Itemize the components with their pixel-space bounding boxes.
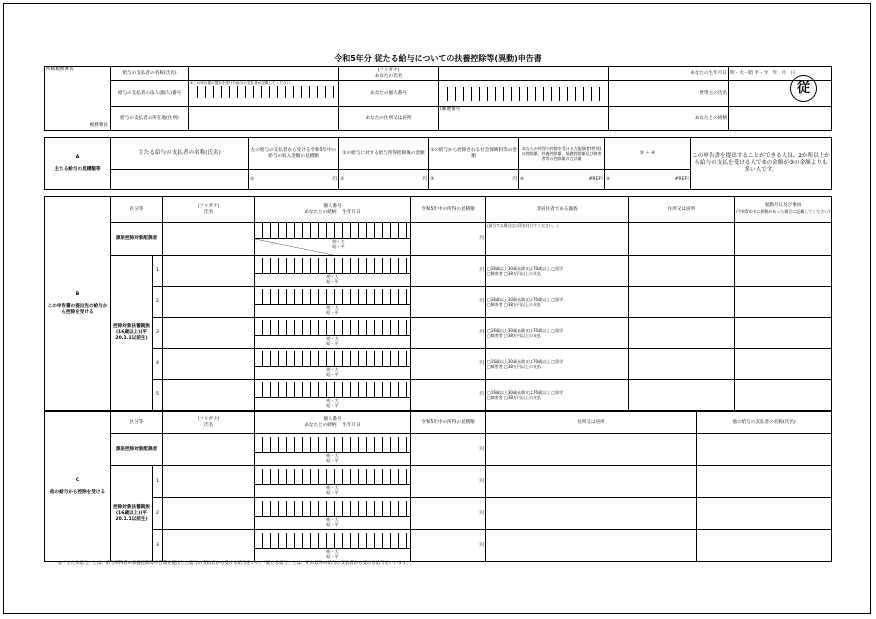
- b-dep-income-field[interactable]: [411, 256, 486, 287]
- section-a-title: 主たる給与の見積額等: [54, 166, 101, 172]
- c-dep-address-field[interactable]: [486, 530, 697, 562]
- c-dep-other-field[interactable]: [697, 530, 832, 562]
- c-dep-number-field[interactable]: [255, 530, 411, 562]
- section-b-title: この申告書の提出先の給与から控除を受ける: [47, 303, 108, 315]
- b-dep-income-field[interactable]: [411, 287, 486, 318]
- b-opt-age[interactable]: □16歳以上30歳未満又は70歳以上: [487, 328, 551, 333]
- section-b-letter: B: [75, 291, 80, 297]
- a-col3-field[interactable]: [429, 170, 519, 190]
- b-address-header: 住所又は居所: [629, 197, 735, 223]
- c-dep-address-field[interactable]: [486, 498, 697, 530]
- payer-address-field[interactable]: [189, 107, 339, 131]
- b-dep-income-field[interactable]: [411, 349, 486, 380]
- b-opt-age[interactable]: □16歳以上30歳未満又は70歳以上: [487, 266, 551, 271]
- a-col3-header: ①の給与から控除される社会保険料等の金額: [429, 138, 519, 170]
- b-spouse-income-field[interactable]: [411, 223, 486, 256]
- b-dep-moved-field[interactable]: [735, 256, 832, 287]
- c-spouse-yen: 円: [479, 446, 485, 452]
- a-formula-header: ③ ＋ ④: [605, 138, 691, 170]
- b-opt-study[interactable]: □留学: [551, 328, 564, 333]
- payer-number-field[interactable]: [189, 81, 339, 107]
- your-number-label: あなたの個人番号: [339, 81, 439, 107]
- b-dep-number-boxes: [255, 382, 410, 398]
- section-c-label-cell: [45, 412, 111, 562]
- form-title: 令和5年分 従たる給与についての扶養控除等(異動)申告書: [334, 54, 542, 63]
- c-row-num: 2: [153, 498, 163, 530]
- c-dep-other-field[interactable]: [697, 466, 832, 498]
- section-a-table: [44, 137, 832, 190]
- b-dep-address-field[interactable]: [629, 349, 735, 380]
- payer-number-note: ※この申告書の提出を受けた給与の支払者が記載してください。: [190, 81, 294, 85]
- b-opt-payment[interactable]: □38万円以上の支払: [504, 395, 541, 400]
- b-dep-address-field[interactable]: [629, 256, 735, 287]
- b-opt-disabled[interactable]: □障害者: [487, 271, 503, 276]
- secondary-stamp: 従: [790, 75, 817, 102]
- b-opt-disabled[interactable]: □障害者: [487, 395, 503, 400]
- b-dep-number-boxes: [255, 320, 410, 336]
- your-address-label: あなたの住所又は居所: [339, 107, 439, 131]
- section-b-label-cell: [45, 197, 111, 411]
- b-spouse-address-field[interactable]: [629, 223, 735, 256]
- b-dep-nonres-field[interactable]: [486, 318, 629, 349]
- c-spouse-name-field[interactable]: [163, 434, 255, 466]
- b-dep-number-field[interactable]: [255, 318, 411, 349]
- b-name-label: 氏名: [203, 209, 214, 215]
- c-dep-number-field[interactable]: [255, 498, 411, 530]
- section-c-table: [44, 411, 832, 562]
- b-dep-income-field[interactable]: [411, 318, 486, 349]
- section-b-table: [44, 196, 832, 411]
- b-dep-number-boxes: [255, 258, 410, 274]
- a-c2-yen: 円: [422, 176, 427, 182]
- b-moved-header: [735, 197, 832, 223]
- c-dep-name-field[interactable]: [163, 498, 255, 530]
- c-dep-eras: 明・大 昭・平: [326, 516, 339, 527]
- b-row-num: 3: [153, 318, 163, 349]
- b-spouse-moved-field[interactable]: [735, 223, 832, 256]
- a-col4-header: あなたが所得の控除を受ける左配偶者(特別)の控除額、扶養控除額、基礎控除額及び障害者等の控除額の合計額: [519, 138, 605, 170]
- b-opt-study[interactable]: □留学: [551, 359, 564, 364]
- c-name-header: [163, 412, 255, 434]
- a-col2-header: ①の給与に対する給与所得控除後の金額: [339, 138, 429, 170]
- c-birth-label: 生年月日: [342, 422, 361, 428]
- office-cell: [45, 67, 111, 131]
- head-name-label: 世帯主の氏名: [609, 81, 729, 107]
- b-spouse-yen: 円: [479, 236, 485, 241]
- b-dep-eras: 明・大 昭・平: [326, 305, 339, 315]
- your-address-field[interactable]: [439, 107, 609, 131]
- c-row-num: 3: [153, 530, 163, 562]
- relation-field[interactable]: [729, 107, 832, 131]
- a-c4-ref: #REF!: [588, 176, 603, 182]
- c-dep-yen: 円: [479, 510, 485, 516]
- b-dep-number-field[interactable]: [255, 349, 411, 380]
- b-dep-name-field[interactable]: [163, 318, 255, 349]
- furigana-label: (フリガナ): [377, 67, 400, 73]
- b-opt-disabled[interactable]: □障害者: [487, 333, 503, 338]
- b-kubun-header: 区分等: [111, 197, 163, 223]
- b-opt-payment[interactable]: □38万円以上の支払: [504, 271, 541, 276]
- payer-address-label: 給与の支払者の所在地(住所): [111, 107, 189, 131]
- section-c-letter: C: [75, 477, 80, 483]
- payer-name-field[interactable]: [189, 67, 339, 81]
- b-dep-nonres-field[interactable]: [486, 287, 629, 318]
- b-furigana-label: (フリガナ): [197, 203, 220, 209]
- c-name-label: 氏名: [203, 422, 214, 428]
- c-dep-name-field[interactable]: [163, 530, 255, 562]
- b-row-num: 1: [153, 256, 163, 287]
- b-dep-yen: 円: [479, 330, 485, 335]
- c-dep-income-field[interactable]: [411, 530, 486, 562]
- b-dep-nonres-field[interactable]: [486, 256, 629, 287]
- furigana-name-label: [339, 67, 439, 81]
- c-dep-number-boxes: [255, 533, 410, 549]
- b-opt-age[interactable]: □16歳以上30歳未満又は70歳以上: [487, 297, 551, 302]
- b-income-header: 令和5年中の所得の見積額: [411, 197, 486, 223]
- a-col1-field[interactable]: [249, 170, 339, 190]
- your-number-field[interactable]: [439, 81, 609, 107]
- birth-year-unit: 年: [772, 70, 778, 76]
- b-dep-moved-field[interactable]: [735, 380, 832, 411]
- a-c3-mark: ③: [430, 176, 435, 182]
- b-opt-age[interactable]: □16歳以上30歳未満又は70歳以上: [487, 359, 551, 364]
- office-label: 所轄税務署長: [46, 67, 74, 72]
- b-dep-number-boxes: [255, 289, 410, 305]
- b-dep-moved-field[interactable]: [735, 287, 832, 318]
- b-opt-study[interactable]: □留学: [551, 390, 564, 395]
- c-dep-number-field[interactable]: [255, 466, 411, 498]
- a-note: この申告書を提出することができる人は、2か所以上から給与の支払を受ける人で⑤の金額が③の金額よりも多い人です。: [691, 138, 832, 190]
- c-dep-address-field[interactable]: [486, 466, 697, 498]
- c-spouse-income-field[interactable]: [411, 434, 486, 466]
- b-dep-address-field[interactable]: [629, 318, 735, 349]
- a-col1-header: 左の給与の支払者から受ける令和5年中の給与の収入金額の見積額: [249, 138, 339, 170]
- c-furigana-label: (フリガナ): [197, 416, 220, 422]
- b-name-header: [163, 197, 255, 223]
- b-spouse-eras: 明・大 昭・平: [332, 239, 345, 249]
- b-row-num: 5: [153, 380, 163, 411]
- birthdate-field[interactable]: [729, 67, 832, 81]
- your-number-boxes: [440, 87, 607, 101]
- b-dependent-label: 控除対象扶養親族(16歳以上)(平20.1.1以前生): [111, 256, 153, 411]
- your-name-field[interactable]: [439, 67, 609, 81]
- b-dep-yen: 円: [479, 392, 485, 397]
- b-dep-yen: 円: [479, 299, 485, 304]
- b-relation-label: あなたとの続柄: [304, 209, 337, 215]
- c-dep-yen: 円: [479, 478, 485, 484]
- b-spouse-nonres-note: (該当する場合は○印を付けてください。): [487, 223, 558, 228]
- b-opt-payment[interactable]: □38万円以上の支払: [504, 364, 541, 369]
- c-dependent-label: 控除対象扶養親族(16歳以上)(平20.1.1以前生): [111, 466, 153, 562]
- b-dep-number-field[interactable]: [255, 287, 411, 318]
- c-spouse-eras: 明・大 昭・平: [326, 452, 339, 463]
- payer-number-boxes: [190, 86, 337, 98]
- a-c4-mark: ④: [520, 176, 525, 182]
- a-col5-field[interactable]: [605, 170, 691, 190]
- b-nonres-header: 非居住者である親族: [486, 197, 629, 223]
- b-dep-name-field[interactable]: [163, 349, 255, 380]
- b-opt-disabled[interactable]: □障害者: [487, 302, 503, 307]
- b-dep-name-field[interactable]: [163, 287, 255, 318]
- payer-number-label: 給与の支払者の法人(個人)番号: [111, 81, 189, 107]
- b-spouse-relation-slash: [255, 239, 333, 255]
- b-dep-nonres-field[interactable]: [486, 380, 629, 411]
- b-dep-number-field[interactable]: [255, 380, 411, 411]
- a-col4-field[interactable]: [519, 170, 605, 190]
- b-moved-note: (令和5年中に異動があった場合に記載してください): [736, 209, 830, 214]
- b-dep-name-field[interactable]: [163, 380, 255, 411]
- c-dep-eras: 明・大 昭・平: [326, 484, 339, 495]
- section-a-letter: A: [75, 154, 80, 160]
- a-c1-yen: 円: [332, 176, 337, 182]
- section-a-label-cell: [45, 138, 111, 190]
- b-dep-moved-field[interactable]: [735, 318, 832, 349]
- c-spouse-number-field[interactable]: [255, 434, 411, 466]
- b-spouse-name-field[interactable]: [163, 223, 255, 256]
- b-dep-income-field[interactable]: [411, 380, 486, 411]
- b-spouse-number-boxes: [255, 223, 410, 239]
- b-dep-eras: 明・大 昭・平: [326, 274, 339, 284]
- b-spouse-nonres-field[interactable]: [486, 223, 629, 256]
- b-dep-yen: 円: [479, 361, 485, 366]
- b-moved-label: 異動月日及び事由: [764, 203, 802, 208]
- b-birth-label: 生年月日: [342, 209, 361, 215]
- b-number-label: 個人番号: [323, 203, 342, 209]
- head-name-field[interactable]: [729, 81, 832, 107]
- b-opt-disabled[interactable]: □障害者: [487, 364, 503, 369]
- b-dep-number-boxes: [255, 351, 410, 367]
- c-dep-income-field[interactable]: [411, 466, 486, 498]
- b-row-num: 2: [153, 287, 163, 318]
- b-dep-eras: 明・大 昭・平: [326, 336, 339, 346]
- c-dep-eras: 明・大 昭・平: [326, 548, 339, 559]
- b-dep-address-field[interactable]: [629, 380, 735, 411]
- header-table: [44, 66, 832, 131]
- payer-name-label: 給与の支払者の名称(氏名): [111, 67, 189, 81]
- b-dep-eras: 明・大 昭・平: [326, 367, 339, 377]
- a-payer-field[interactable]: [111, 170, 249, 190]
- c-dep-income-field[interactable]: [411, 498, 486, 530]
- footnote: ◎「主たる給与」とは、給与所得者の扶養控除等申告書を提出した給与の支払者から受ける給与をいい、「従たる給与」とは、それ以外の給与の支払者から受ける給与をいいます。: [58, 561, 411, 566]
- your-name-label: あなたの氏名: [374, 73, 403, 79]
- c-dep-yen: 円: [479, 542, 485, 548]
- c-dep-number-boxes: [255, 501, 410, 517]
- b-dep-nonres-field[interactable]: [486, 349, 629, 380]
- b-opt-age[interactable]: □16歳以上30歳未満又は70歳以上: [487, 390, 551, 395]
- b-opt-study[interactable]: □留学: [551, 266, 564, 271]
- c-spouse-other-field[interactable]: [697, 434, 832, 466]
- a-c3-yen: 円: [512, 176, 517, 182]
- section-c-title: 他の給与から控除を受ける: [49, 489, 106, 495]
- b-dep-eras: 明・大 昭・平: [326, 398, 339, 408]
- a-col2-field[interactable]: [339, 170, 429, 190]
- form-body: [44, 66, 831, 562]
- c-spouse-label: 源泉控除対象配偶者: [111, 434, 163, 466]
- c-dep-other-field[interactable]: [697, 498, 832, 530]
- b-dep-address-field[interactable]: [629, 287, 735, 318]
- c-other-header: 他の給与の支払者の名称(氏名): [697, 412, 832, 434]
- a-c2-mark: ②: [340, 176, 345, 182]
- c-kubun-header: 区分等: [111, 412, 163, 434]
- b-opt-payment[interactable]: □38万円以上の支払: [504, 333, 541, 338]
- b-row-num: 4: [153, 349, 163, 380]
- b-dep-moved-field[interactable]: [735, 349, 832, 380]
- b-dep-yen: 円: [479, 268, 485, 273]
- c-number-label: 個人番号: [323, 416, 342, 422]
- c-spouse-number-boxes: [255, 437, 410, 453]
- b-dep-name-field[interactable]: [163, 256, 255, 287]
- a-c5-mark: ⑤: [606, 176, 611, 182]
- c-dep-number-boxes: [255, 469, 410, 485]
- birth-month-unit: 月: [781, 70, 787, 76]
- tax-office-label: 税務署長: [89, 123, 108, 128]
- b-opt-payment[interactable]: □38万円以上の支払: [504, 302, 541, 307]
- relation-label: あなたとの続柄: [609, 107, 729, 131]
- b-opt-study[interactable]: □留学: [551, 297, 564, 302]
- b-spouse-label: 源泉控除対象配偶者: [111, 223, 163, 256]
- birth-eras: 明・大・昭 平・令: [730, 70, 769, 76]
- b-spouse-number-field[interactable]: [255, 223, 411, 256]
- a-c1-mark: ①: [250, 176, 255, 182]
- b-number-header: [255, 197, 411, 223]
- birthdate-label: あなたの生年月日: [609, 67, 729, 81]
- a-payer-header: 主たる給与の支払者の名称(氏名): [111, 138, 249, 170]
- c-income-header: 令和5年中の所得の見積額: [411, 412, 486, 434]
- c-row-num: 1: [153, 466, 163, 498]
- c-dep-name-field[interactable]: [163, 466, 255, 498]
- b-dep-number-field[interactable]: [255, 256, 411, 287]
- c-relation-label: あなたとの続柄: [304, 422, 337, 428]
- birth-day-unit: 日: [790, 70, 796, 76]
- c-address-header: 住所又は居所: [486, 412, 697, 434]
- c-spouse-address-field[interactable]: [486, 434, 697, 466]
- postal-label: (郵便番号: [440, 107, 461, 112]
- a-c5-ref: #REF!: [674, 176, 689, 182]
- c-number-header: [255, 412, 411, 434]
